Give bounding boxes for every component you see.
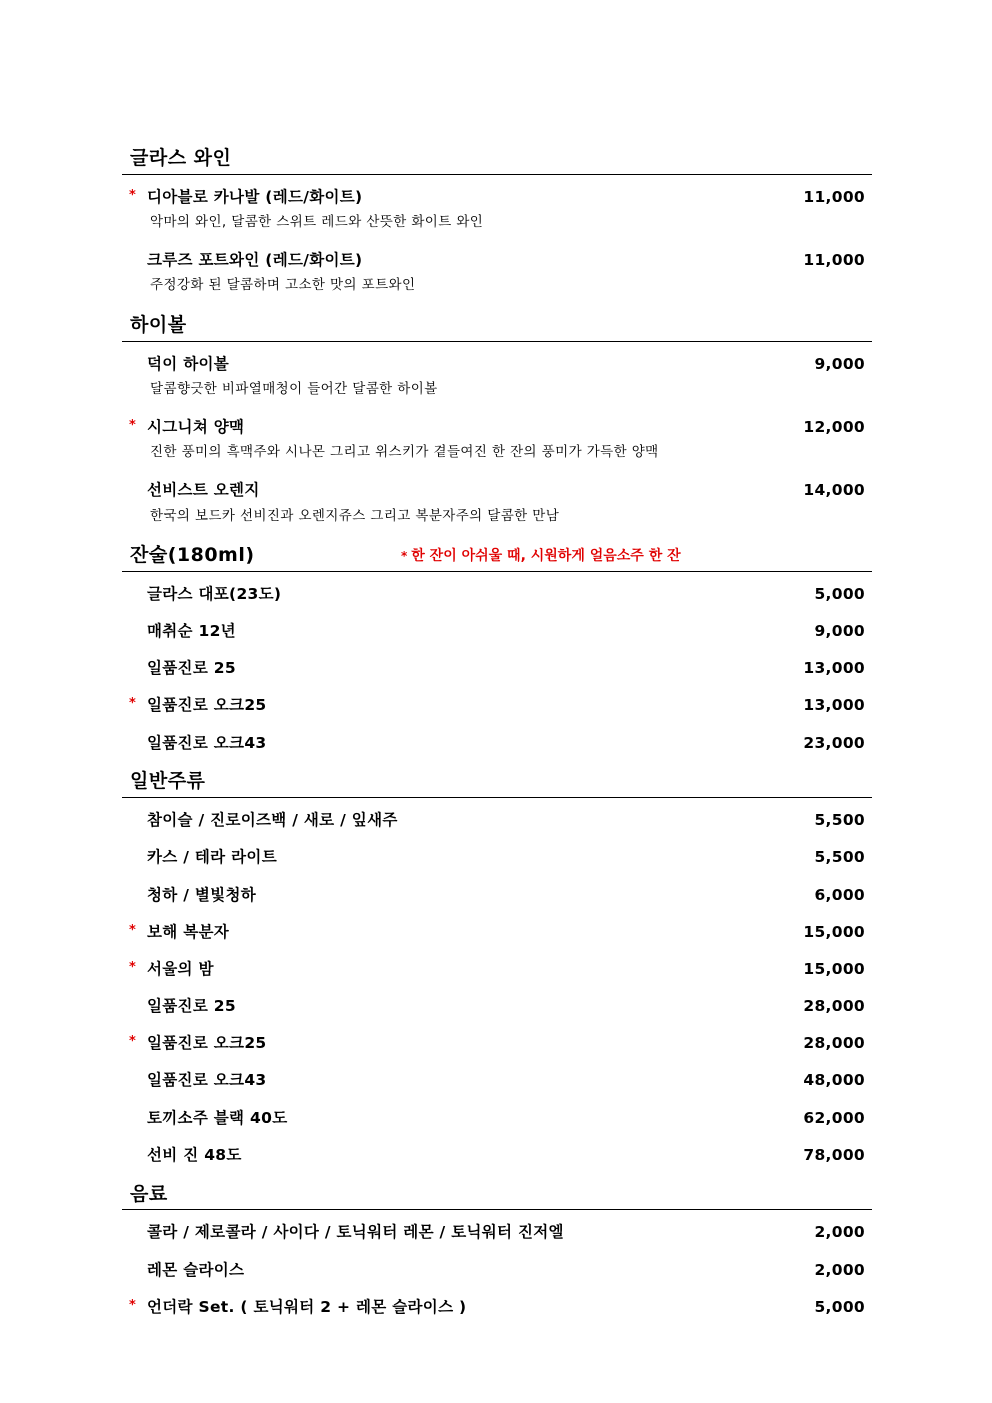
item-price: 14,000 bbox=[803, 481, 865, 499]
item-description: 달콤향긋한 비파열매청이 들어간 달콤한 하이볼 bbox=[150, 381, 438, 397]
item-price: 13,000 bbox=[803, 659, 865, 677]
item-price: 2,000 bbox=[814, 1261, 865, 1279]
item-name: 언더락 Set. ( 토닉워터 2 + 레몬 슬라이스 ) bbox=[147, 1298, 467, 1316]
menu-item bbox=[147, 1259, 865, 1281]
menu-item bbox=[129, 1032, 865, 1054]
item-name: 콜라 / 제로콜라 / 사이다 / 토닉워터 레몬 / 토닉워터 진저엘 bbox=[147, 1223, 564, 1241]
menu-item bbox=[129, 694, 865, 716]
item-price: 5,000 bbox=[814, 585, 865, 603]
menu-item bbox=[147, 353, 865, 375]
item-name: 선비스트 오렌지 bbox=[147, 481, 260, 499]
recommended-star-icon: * bbox=[129, 188, 137, 203]
item-price: 23,000 bbox=[803, 734, 865, 752]
menu-item bbox=[147, 732, 865, 754]
item-name: 일품진로 오크43 bbox=[147, 734, 267, 752]
item-price: 6,000 bbox=[814, 886, 865, 904]
item-price: 11,000 bbox=[803, 251, 865, 269]
menu-item bbox=[147, 995, 865, 1017]
note-text: 한 잔이 아쉬울 때, 시원하게 얼음소주 한 잔 bbox=[411, 548, 681, 564]
item-name: 청하 / 별빛청하 bbox=[147, 886, 256, 904]
item-price: 5,500 bbox=[814, 848, 865, 866]
item-description: 한국의 보드카 선비진과 오렌지쥬스 그리고 복분자주의 달콤한 만남 bbox=[150, 508, 560, 524]
menu-item bbox=[129, 186, 865, 208]
menu-item bbox=[147, 884, 865, 906]
section-divider bbox=[122, 174, 872, 175]
menu-item bbox=[129, 416, 865, 438]
item-name: 일품진로 오크25 bbox=[147, 1034, 267, 1052]
item-name: 크루즈 포트와인 (레드/화이트) bbox=[147, 251, 363, 269]
item-price: 13,000 bbox=[803, 696, 865, 714]
item-name: 참이슬 / 진로이즈백 / 새로 / 잎새주 bbox=[147, 811, 398, 829]
item-price: 5,000 bbox=[814, 1298, 865, 1316]
item-name: 일품진로 25 bbox=[147, 997, 236, 1015]
menu-item bbox=[129, 921, 865, 943]
section-title-liquor: 일반주류 bbox=[130, 770, 206, 792]
recommended-star-icon: * bbox=[129, 1034, 137, 1049]
item-name: 보해 복분자 bbox=[147, 923, 230, 941]
item-price: 28,000 bbox=[803, 1034, 865, 1052]
item-price: 15,000 bbox=[803, 923, 865, 941]
section-divider bbox=[122, 571, 872, 572]
item-name: 일품진로 오크43 bbox=[147, 1071, 267, 1089]
menu-item bbox=[147, 1107, 865, 1129]
item-name: 서울의 밤 bbox=[147, 960, 214, 978]
item-price: 78,000 bbox=[803, 1146, 865, 1164]
item-description: 주정강화 된 달콤하며 고소한 맛의 포트와인 bbox=[150, 277, 416, 293]
item-price: 2,000 bbox=[814, 1223, 865, 1241]
item-price: 48,000 bbox=[803, 1071, 865, 1089]
menu-item bbox=[147, 809, 865, 831]
recommended-star-icon: * bbox=[401, 549, 408, 563]
menu-item bbox=[147, 479, 865, 501]
menu-item bbox=[147, 1221, 865, 1243]
item-description: 악마의 와인, 달콤한 스위트 레드와 산뜻한 화이트 와인 bbox=[150, 214, 484, 230]
recommended-star-icon: * bbox=[129, 1298, 137, 1313]
section-title-beverages: 음료 bbox=[130, 1183, 168, 1205]
section-divider bbox=[122, 797, 872, 798]
item-price: 9,000 bbox=[814, 622, 865, 640]
menu-item bbox=[147, 846, 865, 868]
item-name: 선비 진 48도 bbox=[147, 1146, 242, 1164]
item-price: 15,000 bbox=[803, 960, 865, 978]
item-name: 매취순 12년 bbox=[147, 622, 236, 640]
recommended-star-icon: * bbox=[129, 923, 137, 938]
section-title-glass-wine: 글라스 와인 bbox=[130, 147, 232, 169]
item-name: 일품진로 오크25 bbox=[147, 696, 267, 714]
item-name: 글라스 대포(23도) bbox=[147, 585, 282, 603]
item-name: 시그니쳐 양맥 bbox=[147, 418, 245, 436]
menu-item bbox=[147, 1144, 865, 1166]
menu-item bbox=[147, 620, 865, 642]
item-price: 5,500 bbox=[814, 811, 865, 829]
section-note bbox=[401, 545, 681, 567]
menu-item bbox=[147, 583, 865, 605]
item-name: 덕이 하이볼 bbox=[147, 355, 230, 373]
item-price: 9,000 bbox=[814, 355, 865, 373]
recommended-star-icon: * bbox=[129, 696, 137, 711]
section-title-glass-liquor: 잔술(180ml) bbox=[130, 544, 255, 566]
section-title-highball: 하이볼 bbox=[130, 314, 187, 336]
item-price: 11,000 bbox=[803, 188, 865, 206]
recommended-star-icon: * bbox=[129, 418, 137, 433]
item-name: 레몬 슬라이스 bbox=[147, 1261, 245, 1279]
menu-item bbox=[147, 657, 865, 679]
menu-item bbox=[147, 249, 865, 271]
item-name: 디아블로 카나발 (레드/화이트) bbox=[147, 188, 363, 206]
item-price: 62,000 bbox=[803, 1109, 865, 1127]
item-name: 일품진로 25 bbox=[147, 659, 236, 677]
item-price: 28,000 bbox=[803, 997, 865, 1015]
item-description: 진한 풍미의 흑맥주와 시나몬 그리고 위스키가 곁들여진 한 잔의 풍미가 가득한 양맥 bbox=[150, 444, 659, 460]
menu-item bbox=[147, 1069, 865, 1091]
item-name: 카스 / 테라 라이트 bbox=[147, 848, 277, 866]
menu-item bbox=[129, 958, 865, 980]
recommended-star-icon: * bbox=[129, 960, 137, 975]
section-divider bbox=[122, 1209, 872, 1210]
menu-item bbox=[129, 1296, 865, 1318]
item-name: 토끼소주 블랙 40도 bbox=[147, 1109, 288, 1127]
section-divider bbox=[122, 341, 872, 342]
item-price: 12,000 bbox=[803, 418, 865, 436]
